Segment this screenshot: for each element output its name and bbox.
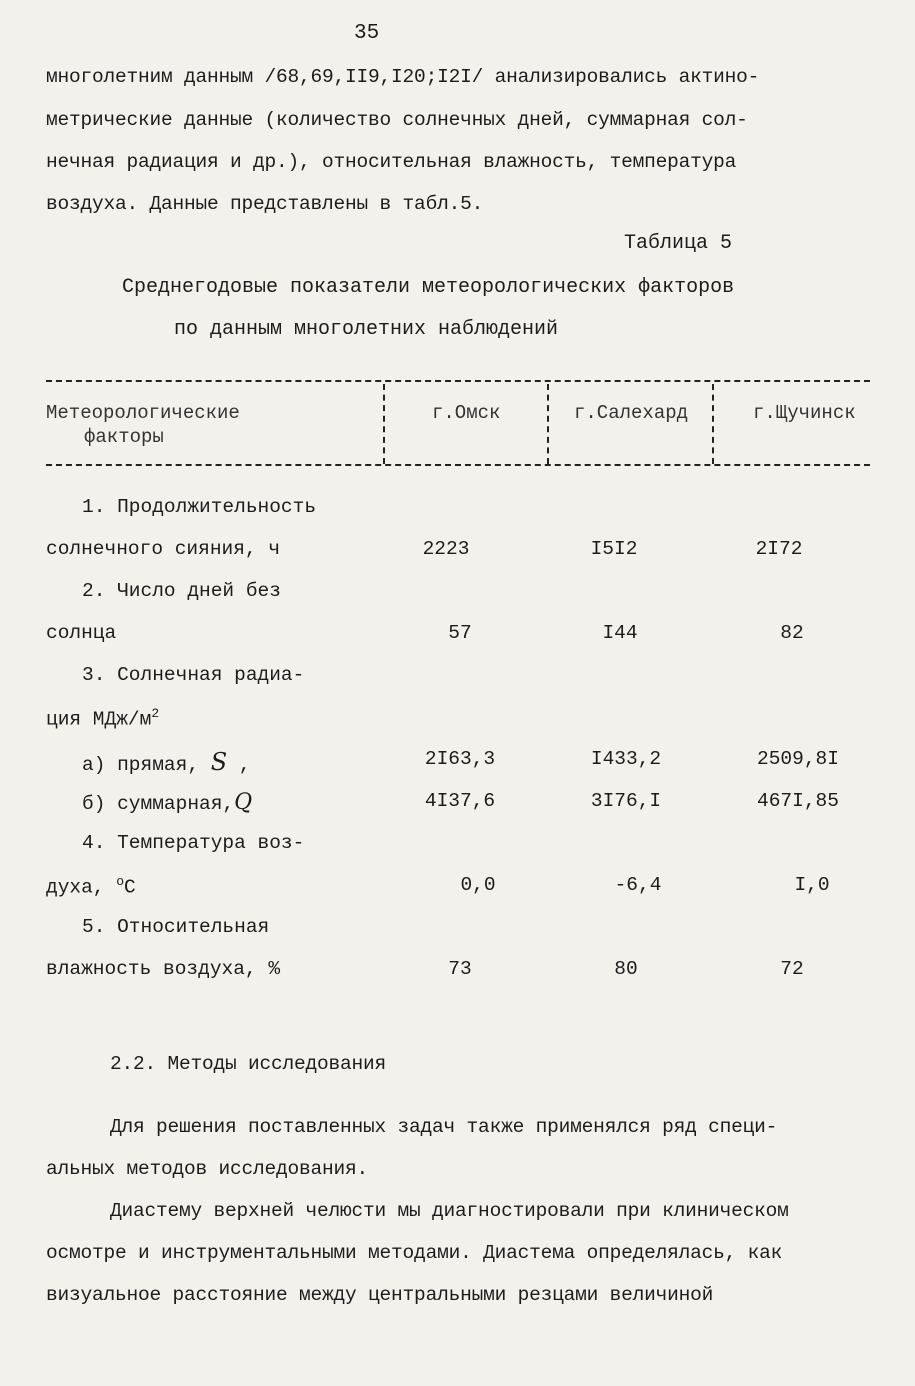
value-shchuchinsk: 2I72 xyxy=(755,538,803,560)
page-number: 35 xyxy=(354,22,380,45)
value-salekhard: 3I76,I xyxy=(590,790,662,812)
table-label: Таблица 5 xyxy=(624,232,733,255)
trailing-comma: , xyxy=(238,754,251,776)
value-shchuchinsk: 82 xyxy=(780,622,804,644)
row-label xyxy=(46,706,159,731)
value-omsk: 0,0 xyxy=(460,874,496,896)
column-separator xyxy=(383,384,385,464)
row-label xyxy=(82,748,251,776)
row-label: 1. Продолжительность xyxy=(82,496,317,518)
unit: C xyxy=(124,876,136,899)
value-shchuchinsk: 467I,85 xyxy=(757,790,839,812)
body-line: Диастему верхней челюсти мы диагностировали при клиническом xyxy=(110,1200,789,1222)
table-header-rule xyxy=(46,464,870,466)
value-omsk: 73 xyxy=(448,958,472,980)
value-salekhard: I433,2 xyxy=(590,748,662,770)
table-title: Среднегодовые показатели метеорологических факторов xyxy=(122,276,735,299)
row-label-text: а) прямая, xyxy=(82,754,200,776)
header-salekhard: г.Салехард xyxy=(574,402,689,424)
header-factors: факторы xyxy=(84,426,164,448)
row-label: 3. Солнечная радиа- xyxy=(82,664,305,686)
body-line: визуальное расстояние между центральными резцами величиной xyxy=(46,1284,714,1306)
row-label: 4. Температура воз- xyxy=(82,832,305,854)
row-label: солнца xyxy=(46,622,117,644)
row-label xyxy=(46,874,136,899)
row-label: 5. Относительная xyxy=(82,916,270,938)
header-shchuchinsk: г.Щучинск xyxy=(753,402,856,424)
table-subtitle: по данным многолетних наблюдений xyxy=(174,318,559,341)
intro-line: воздуха. Данные представлены в табл.5. xyxy=(46,193,484,215)
symbol-q: Q xyxy=(234,790,253,815)
value-salekhard: 80 xyxy=(614,958,638,980)
superscript: o xyxy=(116,874,125,889)
value-omsk: 4I37,6 xyxy=(424,790,496,812)
row-label-text: б) суммарная, xyxy=(82,793,235,815)
intro-line: нечная радиация и др.), относительная влажность, температура xyxy=(46,151,737,173)
intro-line: многолетним данным /68,69,II9,I20;I2I/ анализировались актино- xyxy=(46,66,760,88)
header-omsk: г.Омск xyxy=(432,402,501,424)
row-label-text: ция МДж/м xyxy=(46,708,152,731)
header-factors: Метеорологические xyxy=(46,402,240,424)
value-shchuchinsk: 2509,8I xyxy=(757,748,839,770)
value-salekhard: I44 xyxy=(602,622,638,644)
value-salekhard: -6,4 xyxy=(614,874,662,896)
value-shchuchinsk: I,0 xyxy=(794,874,830,896)
section-heading: 2.2. Методы исследования xyxy=(110,1053,387,1075)
body-line: альных методов исследования. xyxy=(46,1158,369,1180)
column-separator xyxy=(712,384,714,464)
value-omsk: 57 xyxy=(448,622,472,644)
row-label: 2. Число дней без xyxy=(82,580,281,602)
row-label-text: духа, xyxy=(46,876,105,899)
body-line: осмотре и инструментальными методами. Диастема определялась, как xyxy=(46,1242,783,1264)
value-omsk: 2I63,3 xyxy=(424,748,496,770)
symbol-s: S xyxy=(210,748,228,776)
row-label: солнечного сияния, ч xyxy=(46,538,281,560)
column-separator xyxy=(547,384,549,464)
value-shchuchinsk: 72 xyxy=(780,958,804,980)
value-omsk: 2223 xyxy=(422,538,470,560)
row-label xyxy=(82,790,252,815)
table-top-rule xyxy=(46,380,870,382)
superscript: 2 xyxy=(151,706,160,721)
intro-line: метрические данные (количество солнечных дней, суммарная сол- xyxy=(46,109,748,131)
row-label: влажность воздуха, % xyxy=(46,958,281,980)
value-salekhard: I5I2 xyxy=(590,538,638,560)
body-line: Для решения поставленных задач также применялся ряд специ- xyxy=(110,1116,778,1138)
